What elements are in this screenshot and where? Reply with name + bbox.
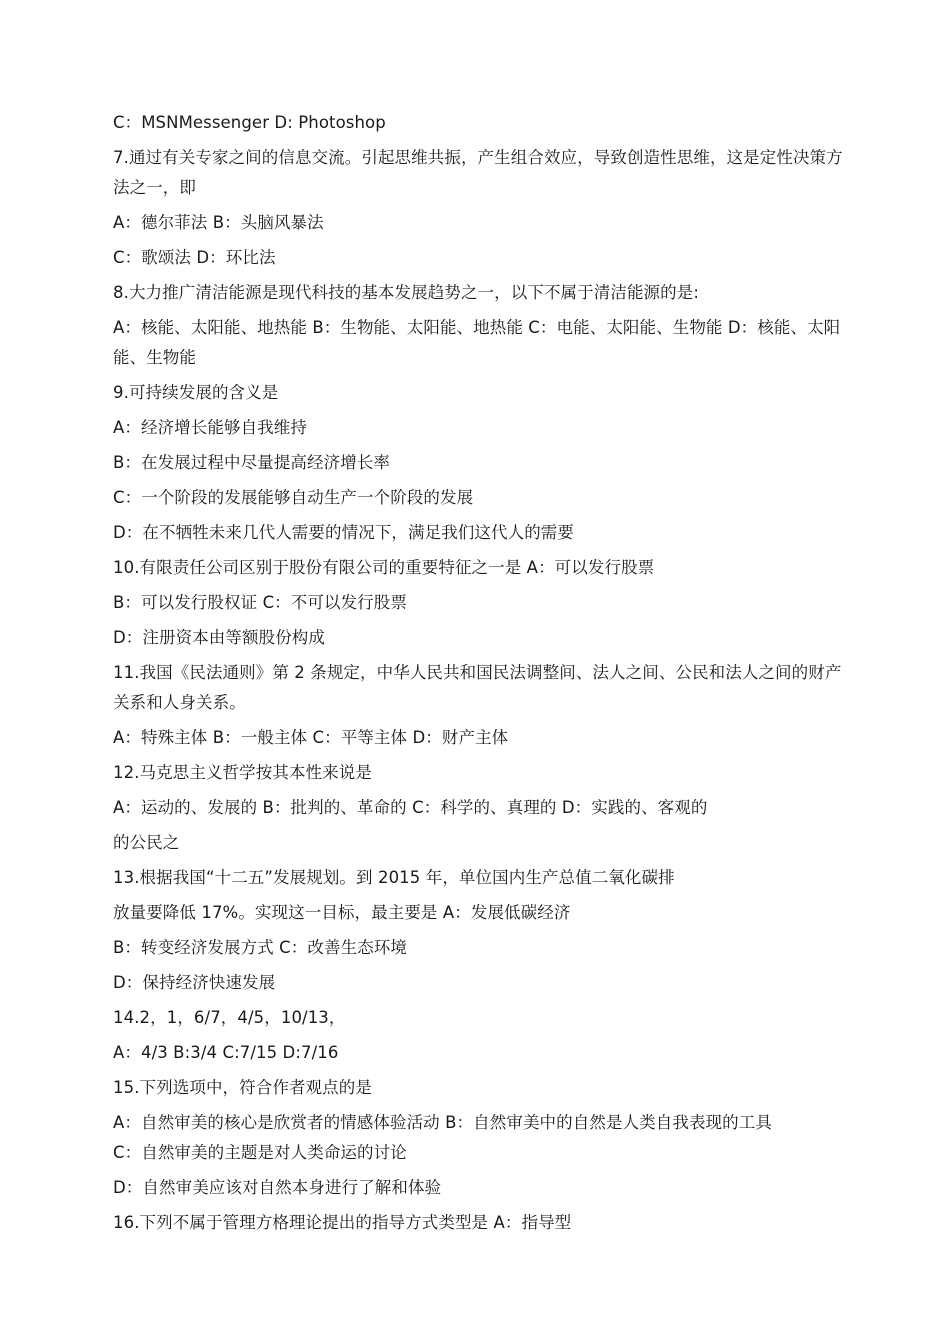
option-9-d: D：在不牺牲未来几代人需要的情况下，满足我们这代人的需要 [113,523,575,542]
question-15: 15.下列选项中，符合作者观点的是 [113,1078,372,1097]
options-14: A：4/3 B:3/4 C:7/15 D:7/16 [113,1043,339,1062]
option-15-c: C：自然审美的主题是对人类命运的讨论 [113,1143,407,1162]
question-16: 16.下列不属于管理方格理论提出的指导方式类型是 A：指导型 [113,1213,572,1232]
options-12: A：运动的、发展的 B：批判的、革命的 C：科学的、真理的 D：实践的、客观的 [113,798,708,817]
question-13-cont: 放量要降低 17%。实现这一目标，最主要是 A：发展低碳经济 [113,903,571,922]
option-9-b: B：在发展过程中尽量提高经济增长率 [113,453,391,472]
option-15-d: D：自然审美应该对自然本身进行了解和体验 [113,1178,442,1197]
options-7-cd: C：歌颂法 D：环比法 [113,248,276,267]
question-12: 12.马克思主义哲学按其本性来说是 [113,763,372,782]
question-8: 8.大力推广清洁能源是现代科技的基本发展趋势之一，以下不属于清洁能源的是: [113,283,700,302]
question-13: 13.根据我国“十二五”发展规划。到 2015 年，单位国内生产总值二氧化碳排 [113,868,675,887]
question-7: 7.通过有关专家之间的信息交流。引起思维共振，产生组合效应，导致创造性思维，这是定性决策方法之一，即 [113,148,843,197]
question-11: 11.我国《民法通则》第 2 条规定，中华人民共和国民法调整间、法人之间、公民和法人之间的财产关系和人身关系。 [113,663,842,712]
document-page [113,108,848,1243]
options-7-ab: A：德尔菲法 B：头脑风暴法 [113,213,324,232]
options-8: A：核能、太阳能、地热能 B：生物能、太阳能、地热能 C：电能、太阳能、生物能 D：核能、太阳能、生物能 [113,318,841,367]
option-10-d: D：注册资本由等额股份构成 [113,628,326,647]
question-10: 10.有限责任公司区别于股份有限公司的重要特征之一是 A：可以发行股票 [113,558,655,577]
option-13-d: D：保持经济快速发展 [113,973,276,992]
question-14: 14.2，1，6/7，4/5，10/13， [113,1008,346,1027]
text-fragment: 的公民之 [113,833,180,852]
options-10-bc: B：可以发行股权证 C：不可以发行股票 [113,593,407,612]
text-line: C：MSNMessenger D: Photoshop [113,113,386,132]
options-13-bc: B：转变经济发展方式 C：改善生态环境 [113,938,407,957]
options-11: A：特殊主体 B：一般主体 C：平等主体 D：财产主体 [113,728,509,747]
option-9-c: C：一个阶段的发展能够自动生产一个阶段的发展 [113,488,474,507]
option-9-a: A：经济增长能够自我维持 [113,418,307,437]
options-15-ab: A：自然审美的核心是欣赏者的情感体验活动 B：自然审美中的自然是人类自我表现的工具 [113,1113,772,1132]
question-9: 9.可持续发展的含义是 [113,383,279,402]
